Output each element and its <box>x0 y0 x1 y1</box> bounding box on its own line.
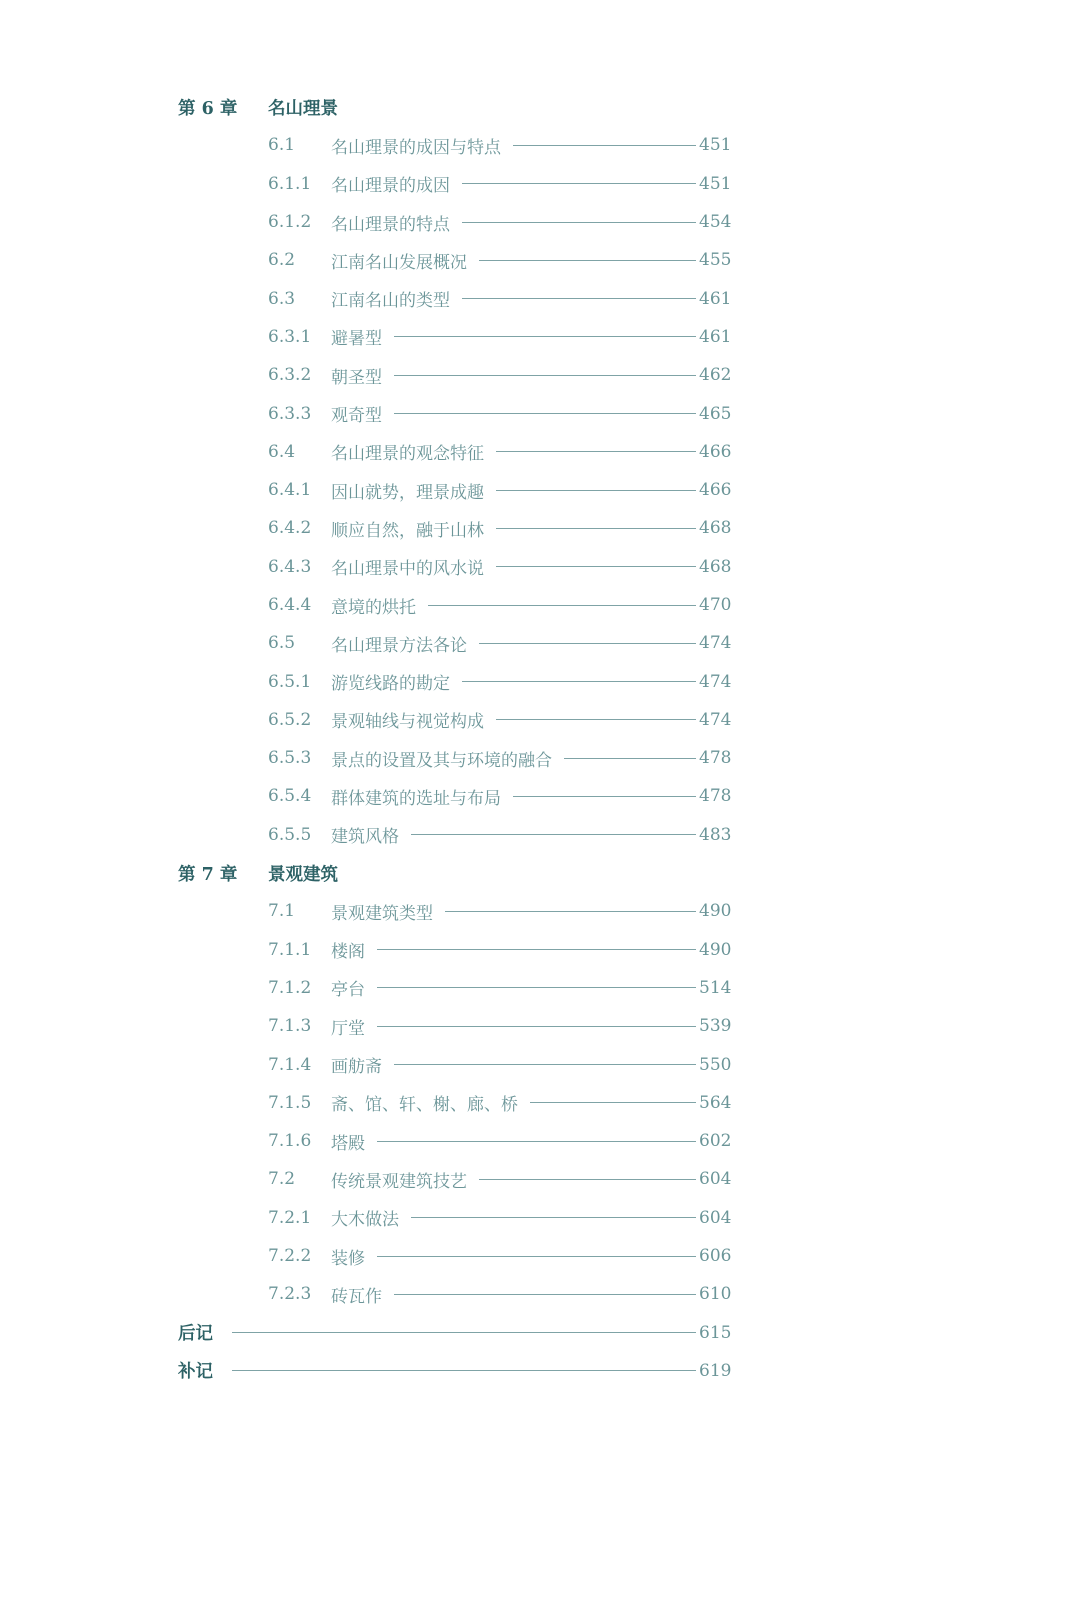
section-title: 砖瓦作 <box>331 1286 382 1307</box>
section-title: 名山理景的特点 <box>331 214 450 235</box>
leader-line <box>530 1102 696 1103</box>
section-number: 6.5.2 <box>268 709 312 730</box>
section-number: 7.2.2 <box>268 1246 312 1267</box>
page-number: 564 <box>699 1092 732 1113</box>
page-number: 610 <box>699 1284 732 1305</box>
leader-line <box>496 528 696 529</box>
leader-line <box>513 796 696 797</box>
toc-entry[interactable] <box>178 1007 733 1045</box>
section-title: 江南名山发展概况 <box>331 252 467 273</box>
chapter-7-entries <box>178 892 733 1313</box>
leader-line <box>479 260 696 261</box>
section-title: 群体建筑的选址与布局 <box>331 788 501 809</box>
toc-entry[interactable] <box>178 777 733 815</box>
leader-line <box>377 1141 696 1142</box>
leader-line <box>479 643 696 644</box>
page-number: 466 <box>699 441 732 462</box>
section-number: 6.3 <box>268 288 296 309</box>
section-title: 厅堂 <box>331 1018 365 1039</box>
chapter-label: 第 6 章 <box>178 98 238 119</box>
section-number: 6.3.2 <box>268 365 312 386</box>
leader-line <box>377 987 696 988</box>
section-title: 观奇型 <box>331 406 382 427</box>
toc-entry[interactable] <box>178 433 733 471</box>
section-number: 7.1.4 <box>268 1054 312 1075</box>
toc-entry[interactable] <box>178 892 733 930</box>
page-number: 466 <box>699 480 732 501</box>
page-number: 619 <box>699 1360 732 1381</box>
section-number: 7.2.1 <box>268 1207 312 1228</box>
toc-entry[interactable] <box>178 509 733 547</box>
chapter-6-entries <box>178 126 733 854</box>
toc-entry[interactable] <box>178 1199 733 1237</box>
page-number: 468 <box>699 518 732 539</box>
leader-line <box>232 1332 696 1333</box>
toc-entry[interactable] <box>178 165 733 203</box>
section-title: 大木做法 <box>331 1210 399 1231</box>
toc-entry[interactable] <box>178 816 733 854</box>
section-title: 朝圣型 <box>331 367 382 388</box>
leader-line <box>377 1256 696 1257</box>
leader-line <box>411 834 696 835</box>
section-title: 名山理景的观念特征 <box>331 444 484 465</box>
section-title: 名山理景的成因 <box>331 176 450 197</box>
backmatter-entries <box>178 1314 733 1391</box>
section-number: 6.4.1 <box>268 480 312 501</box>
leader-line <box>564 758 696 759</box>
section-title: 传统景观建筑技艺 <box>331 1171 467 1192</box>
section-title: 景观轴线与视觉构成 <box>331 712 484 733</box>
page-number: 483 <box>699 824 732 845</box>
section-title: 楼阁 <box>331 942 365 963</box>
section-title: 建筑风格 <box>331 827 399 848</box>
page-number: 615 <box>699 1322 732 1343</box>
page-number: 490 <box>699 939 732 960</box>
chapter-7-heading <box>178 854 733 892</box>
leader-line <box>377 949 696 950</box>
toc-entry[interactable] <box>178 1275 733 1313</box>
page-number: 474 <box>699 709 732 730</box>
page-number: 451 <box>699 135 732 156</box>
leader-line <box>428 605 696 606</box>
leader-line <box>479 1179 696 1180</box>
section-number: 6.5.5 <box>268 824 312 845</box>
toc-entry[interactable] <box>178 241 733 279</box>
section-title: 名山理景中的风水说 <box>331 559 484 580</box>
toc-entry[interactable] <box>178 969 733 1007</box>
chapter-title: 名山理景 <box>268 98 338 119</box>
section-number: 7.1.1 <box>268 939 312 960</box>
page-number: 474 <box>699 633 732 654</box>
leader-line <box>394 413 696 414</box>
section-number: 6.4.2 <box>268 518 312 539</box>
leader-line <box>513 145 696 146</box>
toc-entry[interactable] <box>178 318 733 356</box>
section-title: 名山理景方法各论 <box>331 635 467 656</box>
section-title: 避暑型 <box>331 329 382 350</box>
section-number: 6.1 <box>268 135 296 156</box>
section-number: 6.3.3 <box>268 403 312 424</box>
section-number: 6.5.1 <box>268 671 312 692</box>
leader-line <box>496 490 696 491</box>
page-number: 478 <box>699 786 732 807</box>
leader-line <box>496 566 696 567</box>
toc-entry[interactable] <box>178 471 733 509</box>
toc-entry[interactable] <box>178 279 733 317</box>
leader-line <box>394 1064 696 1065</box>
section-number: 6.1.1 <box>268 173 312 194</box>
page-number: 468 <box>699 556 732 577</box>
toc-entry[interactable] <box>178 739 733 777</box>
toc-entry[interactable] <box>178 662 733 700</box>
leader-line <box>462 222 696 223</box>
page-number: 604 <box>699 1207 732 1228</box>
toc-entry[interactable] <box>178 203 733 241</box>
leader-line <box>462 183 696 184</box>
section-title: 塔殿 <box>331 1133 365 1154</box>
page-number: 604 <box>699 1169 732 1190</box>
section-title: 游览线路的勘定 <box>331 674 450 695</box>
section-number: 6.2 <box>268 250 296 271</box>
section-number: 7.1 <box>268 901 296 922</box>
leader-line <box>411 1217 696 1218</box>
leader-line <box>232 1370 696 1371</box>
toc-entry[interactable] <box>178 126 733 164</box>
toc-entry[interactable] <box>178 624 733 662</box>
page-number: 550 <box>699 1054 732 1075</box>
toc-entry[interactable] <box>178 1045 733 1083</box>
chapter-label: 第 7 章 <box>178 864 238 885</box>
section-number: 6.5.3 <box>268 748 312 769</box>
page-number: 461 <box>699 326 732 347</box>
leader-line <box>496 719 696 720</box>
leader-line <box>445 911 696 912</box>
page-number: 470 <box>699 595 732 615</box>
section-number: 6.4.3 <box>268 556 312 577</box>
leader-line <box>462 298 696 299</box>
page-number: 539 <box>699 1016 732 1037</box>
backmatter-item[interactable] <box>178 1352 733 1390</box>
page-number: 461 <box>699 288 732 309</box>
section-number: 6.5 <box>268 633 296 654</box>
section-title: 亭台 <box>331 980 365 1001</box>
section-title: 因山就势，理景成趣 <box>331 482 484 503</box>
section-number: 6.3.1 <box>268 326 312 347</box>
section-number: 7.1.3 <box>268 1016 312 1037</box>
toc-entry[interactable] <box>178 394 733 432</box>
toc-entry[interactable] <box>178 931 733 969</box>
page-number: 606 <box>699 1246 732 1267</box>
section-title: 意境的烘托 <box>331 597 416 618</box>
section-title: 装修 <box>331 1248 365 1269</box>
page-number: 490 <box>699 901 732 922</box>
leader-line <box>394 375 696 376</box>
page-number: 602 <box>699 1131 732 1152</box>
toc-entry[interactable] <box>178 1160 733 1198</box>
section-title: 画舫斋 <box>331 1057 382 1078</box>
backmatter-item[interactable] <box>178 1314 733 1352</box>
leader-line <box>496 451 696 452</box>
toc-entry[interactable] <box>178 1237 733 1275</box>
section-title: 斋、馆、轩、榭、廊、桥 <box>331 1095 518 1116</box>
page-number: 478 <box>699 748 732 769</box>
toc-entry[interactable] <box>178 586 733 624</box>
toc-entry[interactable] <box>178 1122 733 1160</box>
chapter-6-heading <box>178 88 733 126</box>
section-title: 名山理景的成因与特点 <box>331 137 501 158</box>
section-title: 后记 <box>178 1324 213 1345</box>
section-number: 7.1.2 <box>268 977 312 998</box>
leader-line <box>462 681 696 682</box>
leader-line <box>377 1026 696 1027</box>
section-number: 7.2.3 <box>268 1284 312 1305</box>
page-number: 514 <box>699 977 732 998</box>
section-number: 7.1.5 <box>268 1092 312 1113</box>
table-of-contents <box>178 88 733 1390</box>
toc-entry[interactable] <box>178 548 733 586</box>
leader-line <box>394 336 696 337</box>
toc-entry[interactable] <box>178 701 733 739</box>
toc-entry[interactable] <box>178 356 733 394</box>
page-number: 462 <box>699 365 732 386</box>
section-title: 江南名山的类型 <box>331 291 450 312</box>
page-number: 455 <box>699 250 732 271</box>
leader-line <box>394 1294 696 1295</box>
section-number: 7.1.6 <box>268 1131 312 1152</box>
section-number: 6.5.4 <box>268 786 312 807</box>
section-title: 景点的设置及其与环境的融合 <box>331 750 552 771</box>
section-title: 顺应自然，融于山林 <box>331 520 484 541</box>
page-number: 474 <box>699 671 732 692</box>
toc-entry[interactable] <box>178 1084 733 1122</box>
section-number: 7.2 <box>268 1169 296 1190</box>
chapter-title: 景观建筑 <box>268 864 338 885</box>
page-number: 465 <box>699 403 732 424</box>
section-number: 6.4 <box>268 441 296 462</box>
page-number: 454 <box>699 212 732 233</box>
section-title: 景观建筑类型 <box>331 903 433 924</box>
section-title: 补记 <box>178 1362 213 1383</box>
section-number: 6.1.2 <box>268 212 312 233</box>
page-number: 451 <box>699 173 732 194</box>
section-number: 6.4.4 <box>268 595 312 615</box>
